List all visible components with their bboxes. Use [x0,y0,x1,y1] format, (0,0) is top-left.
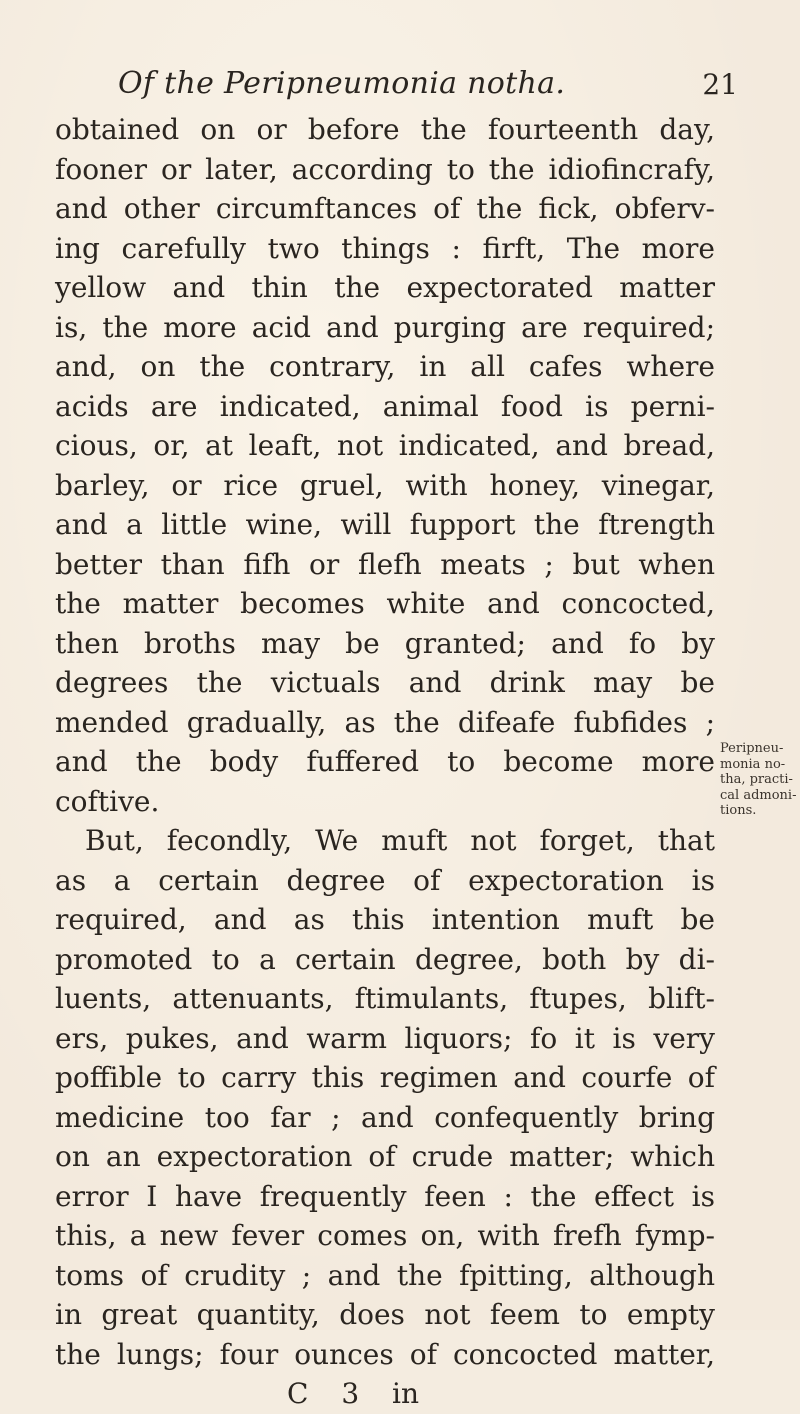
text-line: mended gradually, as the difeafe fubfides ; [55,705,715,739]
text-line: ing carefully two things : firft, The more [55,231,715,265]
text-line: luents, attenuants, ftimulants, ftupes, blift- [55,982,715,1015]
marginal-note [720,741,800,819]
text-line: fooner or later, according to the idiofincrafy, [55,152,715,186]
text-line: is, the more acid and purging are required; [55,310,715,344]
marginal-note-line: monia no- [720,756,786,772]
text-line: toms of crudity ; and the fpitting, although [55,1258,715,1292]
text-line: error I have frequently feen : the effect is [55,1179,715,1213]
text-line: acids are indicated, animal food is perni- [55,389,715,423]
marginal-note-line: cal admoni- [720,787,797,803]
text-line: and, on the contrary, in all cafes where [55,350,715,383]
marginal-note-line: Peripneu- [720,741,784,756]
marginal-note-line: tions. [720,803,757,818]
body-text [55,110,715,1414]
text-line: degrees the victuals and drink may be [55,666,715,699]
text-line: yellow and thin the expectorated matter [55,271,715,304]
text-line: the matter becomes white and concocted, [55,587,715,620]
text-line: promoted to a certain degree, both by di- [55,942,715,976]
running-head-title: Of the Peripneumonia notha. [118,66,566,101]
marginal-note-line: tha, practi- [720,772,793,787]
text-line: barley, or rice gruel, with honey, vinegar, [55,468,715,502]
text-line: this, a new fever comes on, with frefh fymp- [55,1219,715,1252]
text-line: in great quantity, does not feem to empty [55,1298,715,1331]
text-line: and other circumftances of the fick, obferv- [55,192,715,225]
text-line: obtained on or before the fourteenth day, [55,113,715,146]
text-line: ers, pukes, and warm liquors; fo it is very [55,1021,715,1055]
text-line: on an expectoration of crude matter; which [55,1140,715,1173]
text-line: and the body fuffered to become more [55,745,715,778]
text-line: better than fifh or flefh meats ; but when [55,547,715,581]
signature-catchword-line: C 3 in [287,1377,420,1410]
running-head [118,66,738,106]
text-line: as a certain degree of expectoration is [55,863,715,897]
text-line: But, fecondly, We muft not forget, that [85,824,715,857]
text-line: coftive. [55,784,160,818]
text-line: cious, or, at leaft, not indicated, and bread, [55,429,715,462]
text-line: medicine too far ; and confequently bring [55,1100,715,1134]
text-line: then broths may be granted; and fo by [55,626,715,660]
page-number: 21 [702,68,738,101]
text-line: and a little wine, will fupport the ftrength [55,508,715,541]
text-line: the lungs; four ounces of concocted matter, [55,1337,715,1371]
text-line: poffible to carry this regimen and courfe of [55,1061,715,1094]
text-line: required, and as this intention muft be [55,903,715,936]
